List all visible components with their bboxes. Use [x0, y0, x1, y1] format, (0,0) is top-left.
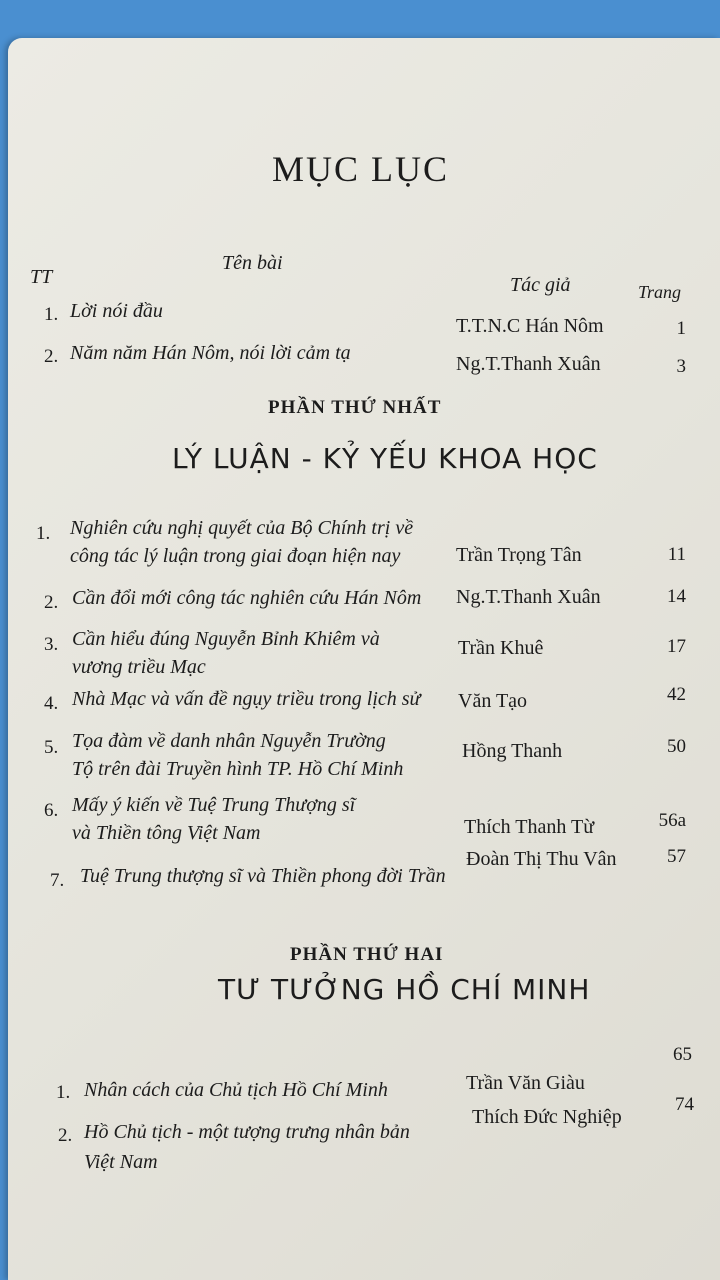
intro-1-title: Lời nói đầu: [70, 300, 163, 322]
header-ten-bai: Tên bài: [222, 252, 283, 274]
part1-entry-1-title-line2: công tác lý luận trong giai đoạn hiện nay: [70, 545, 401, 567]
intro-2-number: 2.: [44, 346, 59, 367]
part1-entry-1-number: 1.: [36, 523, 51, 544]
part1-entry-1-page: 11: [667, 544, 686, 565]
part1-entry-1-author: Trần Trọng Tân: [456, 544, 582, 566]
part2-entry-2-number: 2.: [58, 1125, 73, 1146]
part1-heading: LÝ LUẬN - KỶ YẾU KHOA HỌC: [172, 442, 598, 475]
part2-entry-1-author: Trần Văn Giàu: [466, 1072, 585, 1094]
intro-2-page: 3: [676, 356, 686, 377]
part1-entry-1-title-line1: Nghiên cứu nghị quyết của Bộ Chính trị về: [70, 517, 414, 539]
part1-entry-3-title-line2: vương triều Mạc: [72, 656, 206, 678]
part1-entry-2-number: 2.: [44, 592, 59, 613]
part1-entry-5-page: 50: [667, 736, 686, 757]
part1-entry-6-title-line2: và Thiền tông Việt Nam: [72, 822, 261, 844]
header-tt: TT: [30, 266, 53, 288]
part2-entry-2-title-line1: Hồ Chủ tịch - một tượng trưng nhân bản: [84, 1121, 410, 1143]
part1-entry-4-title-line1: Nhà Mạc và vấn đề ngụy triều trong lịch sử: [72, 688, 421, 710]
part1-entry-7-title-line1: Tuệ Trung thượng sĩ và Thiền phong đời Trần: [80, 865, 446, 887]
part1-entry-4-author: Văn Tạo: [458, 690, 528, 712]
part1-entry-5-author: Hồng Thanh: [462, 740, 563, 762]
page-title: MỤC LỤC: [272, 149, 450, 189]
part2-entry-1-title-line1: Nhân cách của Chủ tịch Hồ Chí Minh: [84, 1079, 388, 1101]
part1-entry-6-page: 56a: [658, 810, 686, 831]
intro-1-page: 1: [676, 318, 686, 339]
part2-entry-1-number: 1.: [56, 1082, 71, 1103]
part1-label: PHẦN THỨ NHẤT: [268, 397, 442, 418]
part1-entry-3-author: Trần Khuê: [458, 637, 544, 659]
part1-entry-3-number: 3.: [44, 634, 59, 655]
part1-entry-6-author: Thích Thanh Từ: [464, 816, 595, 838]
part2-entry-2-author: Thích Đức Nghiệp: [472, 1106, 622, 1128]
intro-1-number: 1.: [44, 304, 59, 325]
part1-entry-7-author: Đoàn Thị Thu Vân: [466, 848, 617, 870]
part2-label: PHẦN THỨ HAI: [290, 944, 444, 965]
part1-entry-3-title-line1: Cần hiểu đúng Nguyễn Bỉnh Khiêm và: [72, 628, 380, 650]
part1-entry-2-page: 14: [667, 586, 686, 607]
header-trang: Trang: [638, 282, 682, 302]
intro-2-title: Năm năm Hán Nôm, nói lời cảm tạ: [70, 342, 351, 364]
intro-1-author: T.T.N.C Hán Nôm: [456, 315, 604, 337]
intro-2-author: Ng.T.Thanh Xuân: [456, 353, 601, 375]
header-tac-gia: Tác giả: [510, 274, 571, 296]
part2-entry-2-title-line2: Việt Nam: [84, 1151, 158, 1173]
part2-entry-2-page: 74: [675, 1094, 694, 1115]
part1-entry-2-author: Ng.T.Thanh Xuân: [456, 586, 601, 608]
part1-entry-7-page: 57: [667, 846, 686, 867]
part1-entry-7-number: 7.: [50, 870, 65, 891]
part1-entry-5-number: 5.: [44, 737, 59, 758]
part1-entry-5-title-line1: Tọa đàm về danh nhân Nguyễn Trường: [72, 730, 386, 752]
part1-entry-4-page: 42: [667, 684, 686, 705]
part1-entry-5-title-line2: Tộ trên đài Truyền hình TP. Hồ Chí Minh: [72, 758, 404, 780]
part1-entry-3-page: 17: [667, 636, 686, 657]
part1-entry-4-number: 4.: [44, 693, 59, 714]
part2-entry-1-page: 65: [673, 1044, 692, 1065]
part1-entry-6-title-line1: Mấy ý kiến về Tuệ Trung Thượng sĩ: [72, 794, 356, 816]
part1-entry-2-title-line1: Cần đổi mới công tác nghiên cứu Hán Nôm: [72, 587, 422, 609]
part1-entry-6-number: 6.: [44, 800, 59, 821]
part2-heading: TƯ TƯỞNG HỒ CHÍ MINH: [218, 973, 591, 1006]
